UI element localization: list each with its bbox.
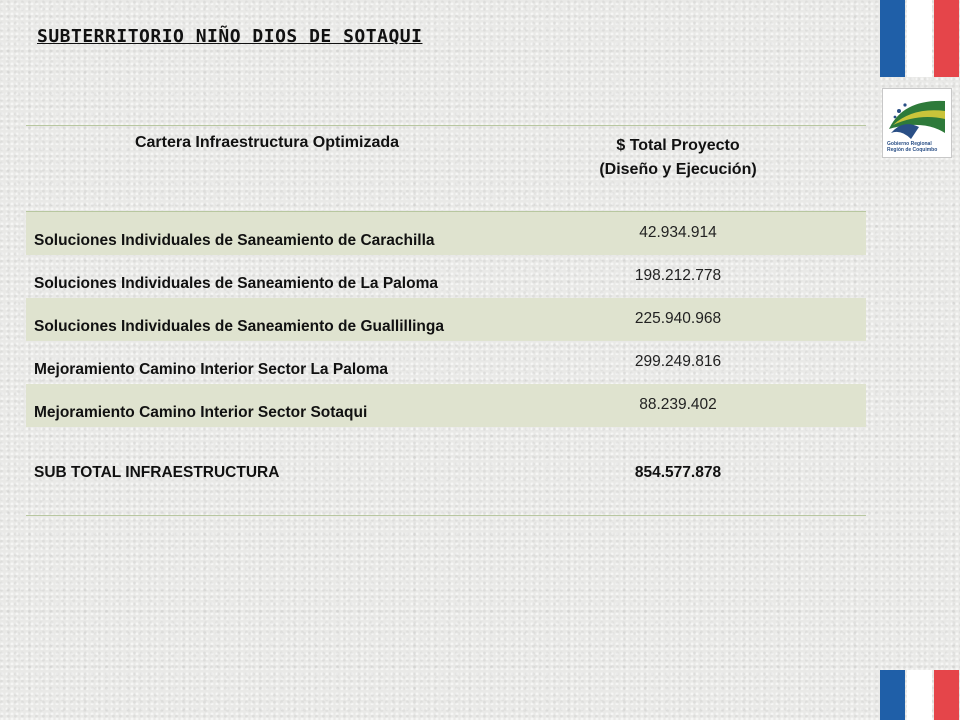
project-amount: 299.249.816 xyxy=(634,353,722,370)
project-name: Soluciones Individuales de Saneamiento de La Paloma xyxy=(34,275,438,292)
table-row xyxy=(26,255,866,298)
project-name: Soluciones Individuales de Saneamiento de Carachilla xyxy=(34,232,435,249)
project-amount: 198.212.778 xyxy=(634,267,722,284)
project-amount: 88.239.402 xyxy=(639,396,717,413)
table-row xyxy=(26,341,866,384)
table-row xyxy=(26,384,866,427)
page-title: SUBTERRITORIO NIÑO DIOS DE SOTAQUI xyxy=(37,26,423,47)
chile-flag-bars-bottom xyxy=(880,670,960,720)
project-amount: 42.934.914 xyxy=(639,224,717,241)
chile-flag-bars-top xyxy=(880,0,960,77)
gobierno-regional-logo: Gobierno Regional Región de Coquimbo xyxy=(882,88,952,158)
project-name: Soluciones Individuales de Saneamiento de Guallillinga xyxy=(34,318,444,335)
subtotal-amount: 854.577.878 xyxy=(634,464,722,481)
column-header-portfolio: Cartera Infraestructura Optimizada xyxy=(134,134,400,151)
table-row xyxy=(26,298,866,341)
table-header xyxy=(26,126,866,212)
subtotal-label: SUB TOTAL INFRAESTRUCTURA xyxy=(34,464,280,481)
column-header-total: $ Total Proyecto (Diseño y Ejecución) xyxy=(599,137,757,178)
table-row xyxy=(26,212,866,255)
project-amount: 225.940.968 xyxy=(634,310,722,327)
infrastructure-table xyxy=(26,125,866,516)
subtotal-row xyxy=(26,427,866,515)
project-name: Mejoramiento Camino Interior Sector Sotaqui xyxy=(34,404,368,421)
project-name: Mejoramiento Camino Interior Sector La Paloma xyxy=(34,361,388,378)
